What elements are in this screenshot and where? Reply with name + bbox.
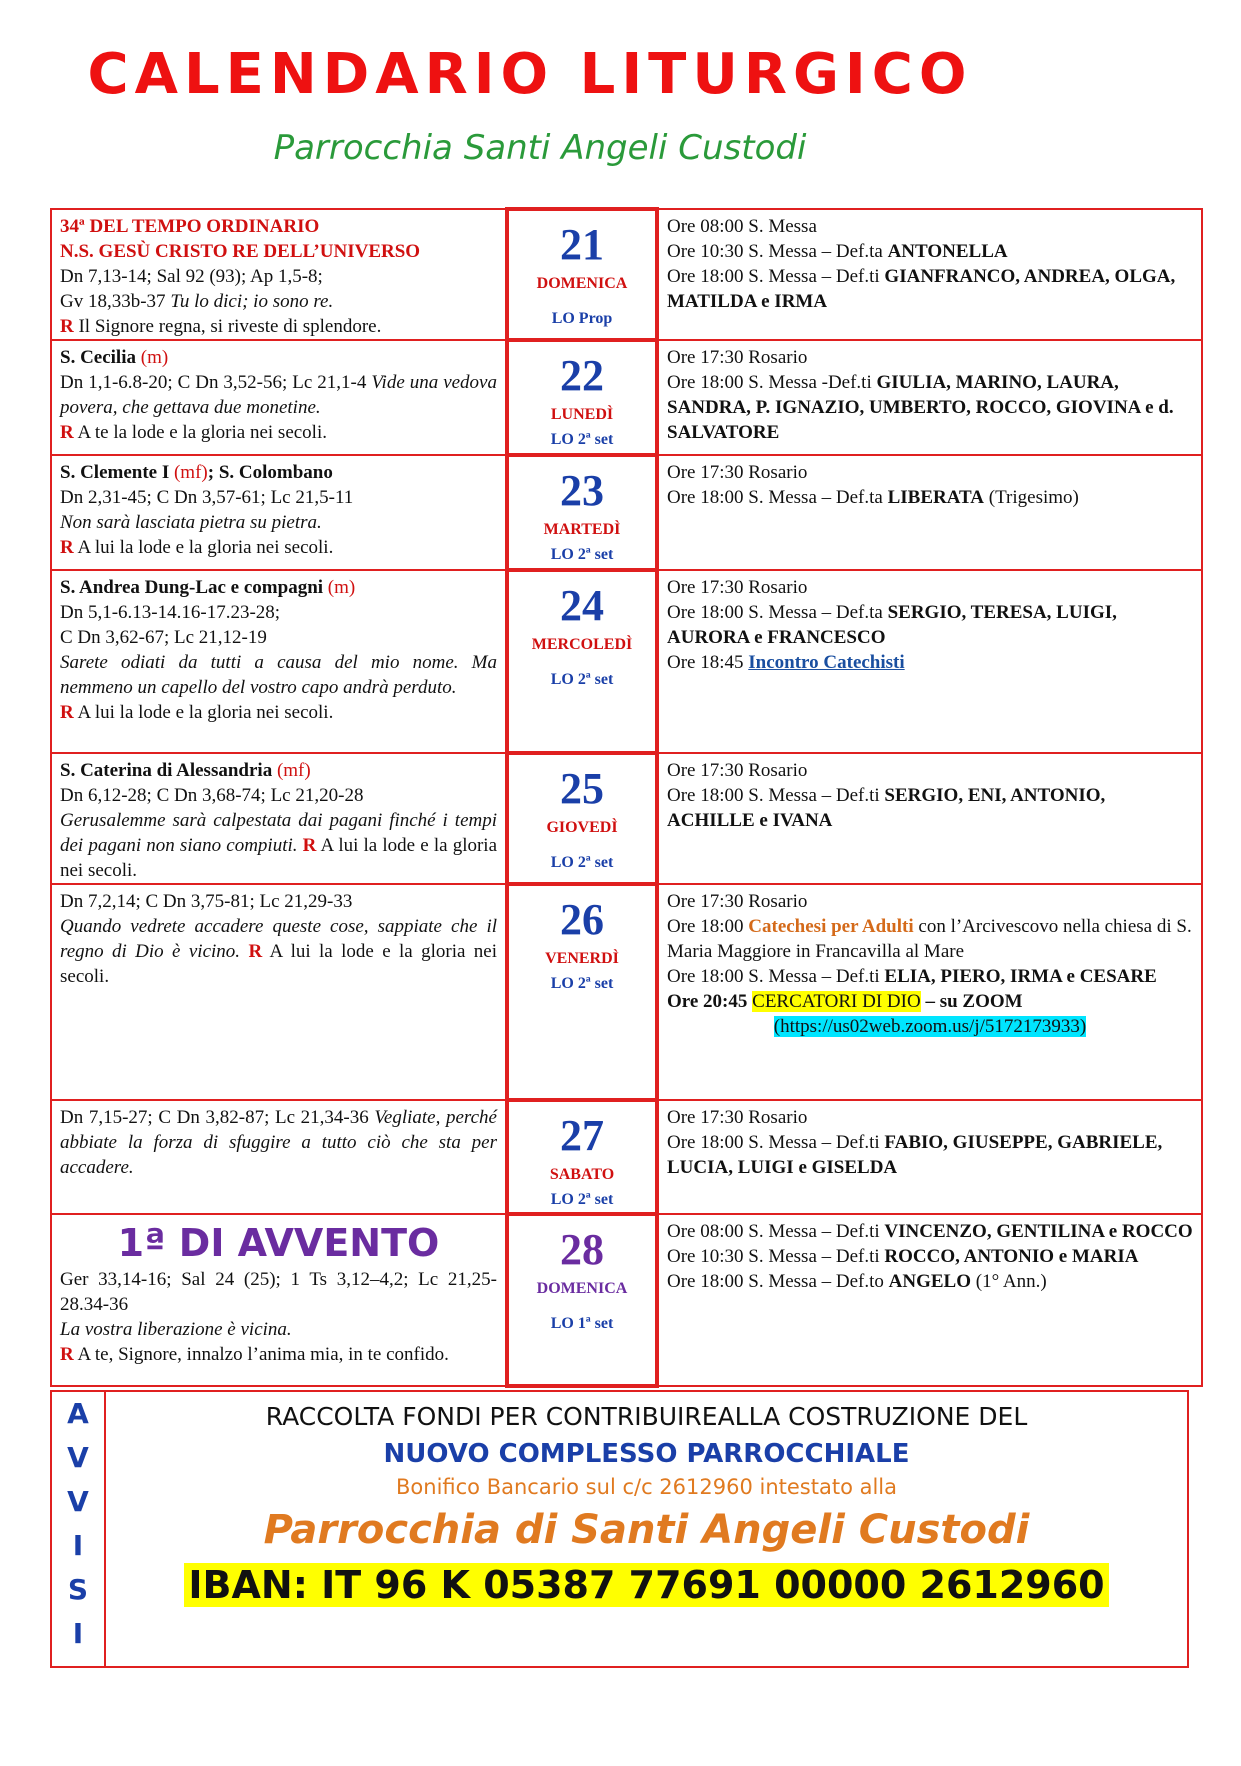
event [667,239,1193,264]
day-row-27 [51,1100,1202,1214]
advent-title: 1ª DI AVVENTO [117,1221,440,1265]
day-row-23 [51,455,1202,570]
deceased-names: ANGELO [888,1271,971,1292]
event-text: Ore 18:00 S. Messa – Def.ti [667,785,885,806]
day-number: 22 [560,351,604,400]
response-label: R [302,835,317,856]
saint-name: S. Cecilia [60,347,136,368]
schedule-cell [657,884,1202,1100]
event [667,914,1193,964]
liturgy-cell [51,753,507,884]
event-note: – su ZOOM [920,991,1023,1012]
lo-label: LO 1ª set [550,1315,614,1332]
event: Ore 08:00 S. Messa [667,216,817,237]
event [667,964,1193,989]
readings: Dn 7,2,14; C Dn 3,75-81; Lc 21,29-33 [60,891,353,912]
readings: Dn 6,12-28; C Dn 3,68-74; Lc 21,20-28 [60,785,364,806]
event: Ore 17:30 Rosario [667,891,808,912]
event [667,783,1193,833]
event [667,1244,1193,1269]
notices-box [50,1390,1189,1668]
schedule-cell [657,455,1202,570]
schedule-cell [657,340,1202,455]
notices-body [106,1392,1187,1607]
event-note: con l’Arcivescovo nella chiesa di S. Maria Maggiore in Francavilla al Mare [667,916,1192,962]
liturgy-cell [51,1100,507,1214]
day-row-21 [51,209,1202,340]
notices-letter: I [72,1529,84,1562]
event-text: Ore 10:30 S. Messa – Def.ta [667,241,888,262]
event [667,1219,1193,1244]
deceased-names: ELIA, PIERO, IRMA e CESARE [884,966,1157,987]
gospel-quote: Gerusalemme sarà calpestata dai pagani finché i tempi dei pagani non siano compiuti. [60,810,497,856]
day-number: 24 [560,581,604,630]
catechists-link[interactable]: Incontro Catechisti [748,652,905,673]
day-row-28 [51,1214,1202,1386]
schedule-cell [657,209,1202,340]
event: Ore 17:30 Rosario [667,760,808,781]
liturgy-cell [51,884,507,1100]
rank: (mf) [173,462,208,483]
day-number: 23 [560,466,604,515]
readings: Dn 2,31-45; C Dn 3,57-61; Lc 21,5-11 [60,487,354,508]
day-name: LUNEDÌ [550,406,614,423]
day-number: 26 [560,895,604,944]
readings-cont: C Dn 3,62-67; Lc 21,12-19 [60,627,267,648]
event [667,370,1193,445]
day-number: 28 [560,1225,604,1274]
readings: Ger 33,14-16; Sal 24 (25); 1 Ts 3,12–4,2; Lc 21,25-28.34-36 [60,1269,497,1315]
event: Ore 17:30 Rosario [667,577,808,598]
event: Ore 17:30 Rosario [667,462,808,483]
gospel-quote: Tu lo dici; io sono re. [170,291,334,312]
response-label: R [60,1344,74,1365]
complex-line: NUOVO COMPLESSO PARROCCHIALE [383,1439,910,1469]
response-label: R [60,537,74,558]
day-row-22 [51,340,1202,455]
event [667,485,1193,510]
date-cell [507,455,657,570]
lo-label: LO 2ª set [550,854,614,871]
notices-label [52,1392,106,1666]
response-label: R [248,941,263,962]
event-text: Ore 10:30 S. Messa – Def.ti [667,1246,885,1267]
rank: (m) [327,577,356,598]
date-cell [507,340,657,455]
lo-label: LO 2ª set [550,975,614,992]
feast-subtitle: N.S. GESÙ CRISTO RE DELL’UNIVERSO [60,241,421,262]
schedule-cell [657,1100,1202,1214]
event-text: Ore 18:00 S. Messa – Def.ta [667,487,888,508]
page-title: CALENDARIO LITURGICO [87,42,973,107]
event-text: Ore 18:00 S. Messa – Def.ti [667,266,885,287]
page-subtitle: Parrocchia Santi Angeli Custodi [273,128,807,168]
day-row-25 [51,753,1202,884]
readings: Dn 7,15-27; C Dn 3,82-87; Lc 21,34-36 [60,1107,369,1128]
gospel-quote: La vostra liberazione è vicina. [60,1319,292,1340]
liturgy-cell [51,455,507,570]
day-row-26 [51,884,1202,1100]
saint-name: S. Caterina di Alessandria [60,760,273,781]
gospel-quote: Sarete odiati da tutti a causa del mio nome. Ma nemmeno un capello del vostro capo andrà perduto. [60,652,497,698]
deceased-names: SERGIO, TERESA, LUIGI, AURORA e FRANCESCO [667,602,1117,648]
readings: Dn 7,13-14; Sal 92 (93); Ap 1,5-8; [60,266,323,287]
saint-name-2: ; S. Colombano [207,462,333,483]
day-number: 21 [560,220,604,269]
response-text: A te, Signore, innalzo l’anima mia, in te confido. [77,1344,449,1365]
event-text: Ore 18:00 S. Messa – Def.to [667,1271,889,1292]
parish-name-line: Parrocchia di Santi Angeli Custodi [263,1507,1030,1553]
notices-letter: A [67,1397,89,1430]
highlight-cercatori: CERCATORI DI DIO [752,991,921,1012]
response-text: A lui la lode e la gloria nei secoli. [77,702,334,723]
deceased-names: FABIO, GIUSEPPE, GABRIELE, LUCIA, LUIGI e GISELDA [667,1132,1163,1178]
lo-label: LO 2ª set [550,1191,614,1208]
response-text: A lui la lode e la gloria nei secoli. [77,537,334,558]
saint-name: S. Clemente I [60,462,170,483]
day-name: DOMENICA [536,1280,628,1297]
response-text: A lui la lode e la gloria nei secoli. [60,941,498,987]
schedule-cell [657,1214,1202,1386]
day-row-24 [51,570,1202,753]
notices-letter: I [72,1617,84,1650]
day-number: 27 [560,1111,604,1160]
notices-letter: V [67,1441,89,1474]
date-cell [507,1214,657,1386]
event-text: Ore 08:00 S. Messa – Def.ti [667,1221,885,1242]
deceased-names: GIANFRANCO, ANDREA, OLGA, MATILDA e IRMA [667,266,1176,312]
zoom-link[interactable]: (https://us02web.zoom.us/j/5172173933) [773,1016,1087,1037]
event [667,1130,1193,1180]
response-text: A te la lode e la gloria nei secoli. [77,422,327,443]
day-number: 25 [560,764,604,813]
event: Ore 17:30 Rosario [667,1107,808,1128]
date-cell [507,570,657,753]
event-note: (1° Ann.) [971,1271,1047,1292]
deceased-names: LIBERATA [887,487,985,508]
readings-cont: Gv 18,33b-37 [60,291,166,312]
response-label: R [60,702,74,723]
event-text: Ore 18:45 [667,652,749,673]
response-label: R [60,422,74,443]
event-time: Ore 20:45 [667,991,753,1012]
liturgy-cell [51,340,507,455]
fundraising-line: RACCOLTA FONDI PER CONTRIBUIREALLA COSTRUZIONE DEL [265,1402,1028,1431]
notices-letter: V [67,1485,89,1518]
event: Ore 17:30 Rosario [667,347,808,368]
event-text: Ore 18:00 S. Messa – Def.ti [667,966,885,987]
saint-name: S. Andrea Dung-Lac e compagni [60,577,324,598]
feast-title: 34ª DEL TEMPO ORDINARIO [60,216,320,237]
event-text: Ore 18:00 S. Messa – Def.ta [667,602,888,623]
gospel-quote: Quando vedrete accadere queste cose, sappiate che il regno di Dio è vicino. [60,916,497,962]
readings: Dn 5,1-6.13-14.16-17.23-28; [60,602,281,623]
lo-label: LO Prop [551,310,613,327]
day-name: MERCOLEDÌ [531,636,633,653]
day-name: GIOVEDÌ [546,819,618,836]
catechesis-label: Catechesi per Adulti [748,916,914,937]
deceased-names: VINCENZO, GENTILINA e ROCCO [884,1221,1193,1242]
gospel-quote: Vegliate, perché abbiate la forza di sfuggire a tutto ciò che sta per accadere. [60,1107,497,1178]
gospel-quote: Non sarà lasciata pietra su pietra. [60,512,322,533]
date-cell [507,753,657,884]
date-cell [507,884,657,1100]
deceased-names: ANTONELLA [887,241,1008,262]
event [667,650,1193,675]
response-text: Il Signore regna, si riveste di splendore. [78,316,382,337]
day-name: DOMENICA [536,275,628,292]
schedule-cell [657,753,1202,884]
event [667,600,1193,650]
rank: (mf) [276,760,311,781]
lo-label: LO 2ª set [550,431,614,448]
response-label: R [60,316,74,337]
event-note: (Trigesimo) [984,487,1079,508]
event [667,989,1193,1014]
liturgy-cell [51,570,507,753]
deceased-names: SERGIO, ENI, ANTONIO, ACHILLE e IVANA [667,785,1106,831]
iban-line: IBAN: IT 96 K 05387 77691 00000 2612960 [184,1563,1108,1607]
date-cell [507,209,657,340]
liturgy-cell [51,1214,507,1386]
liturgy-cell [51,209,507,340]
gospel-quote: Vide una vedova povera, che gettava due monetine. [60,372,497,418]
rank: (m) [140,347,169,368]
day-name: MARTEDÌ [543,521,621,538]
day-name: VENERDÌ [545,950,619,967]
event-text: Ore 18:00 [667,916,749,937]
schedule-cell [657,570,1202,753]
event-text: Ore 18:00 S. Messa – Def.ti [667,1132,885,1153]
date-cell [507,1100,657,1214]
response-text: A lui la lode e la gloria nei secoli. [60,835,498,881]
deceased-names: ROCCO, ANTONIO e MARIA [884,1246,1139,1267]
event-text: Ore 18:00 S. Messa -Def.ti [667,372,877,393]
day-name: SABATO [549,1166,615,1183]
readings: Dn 1,1-6.8-20; C Dn 3,52-56; Lc 21,1-4 [60,372,367,393]
deceased-names: GIULIA, MARINO, LAURA, SANDRA, P. IGNAZIO, UMBERTO, ROCCO, GIOVINA e d. SALVATORE [667,372,1174,443]
bank-transfer-line: Bonifico Bancario sul c/c 2612960 intestato alla [396,1475,897,1499]
lo-label: LO 2ª set [550,546,614,563]
event [667,264,1193,314]
event [667,1269,1193,1294]
lo-label: LO 2ª set [550,671,614,688]
notices-letter: S [67,1573,89,1606]
calendar-table [50,207,1203,1388]
